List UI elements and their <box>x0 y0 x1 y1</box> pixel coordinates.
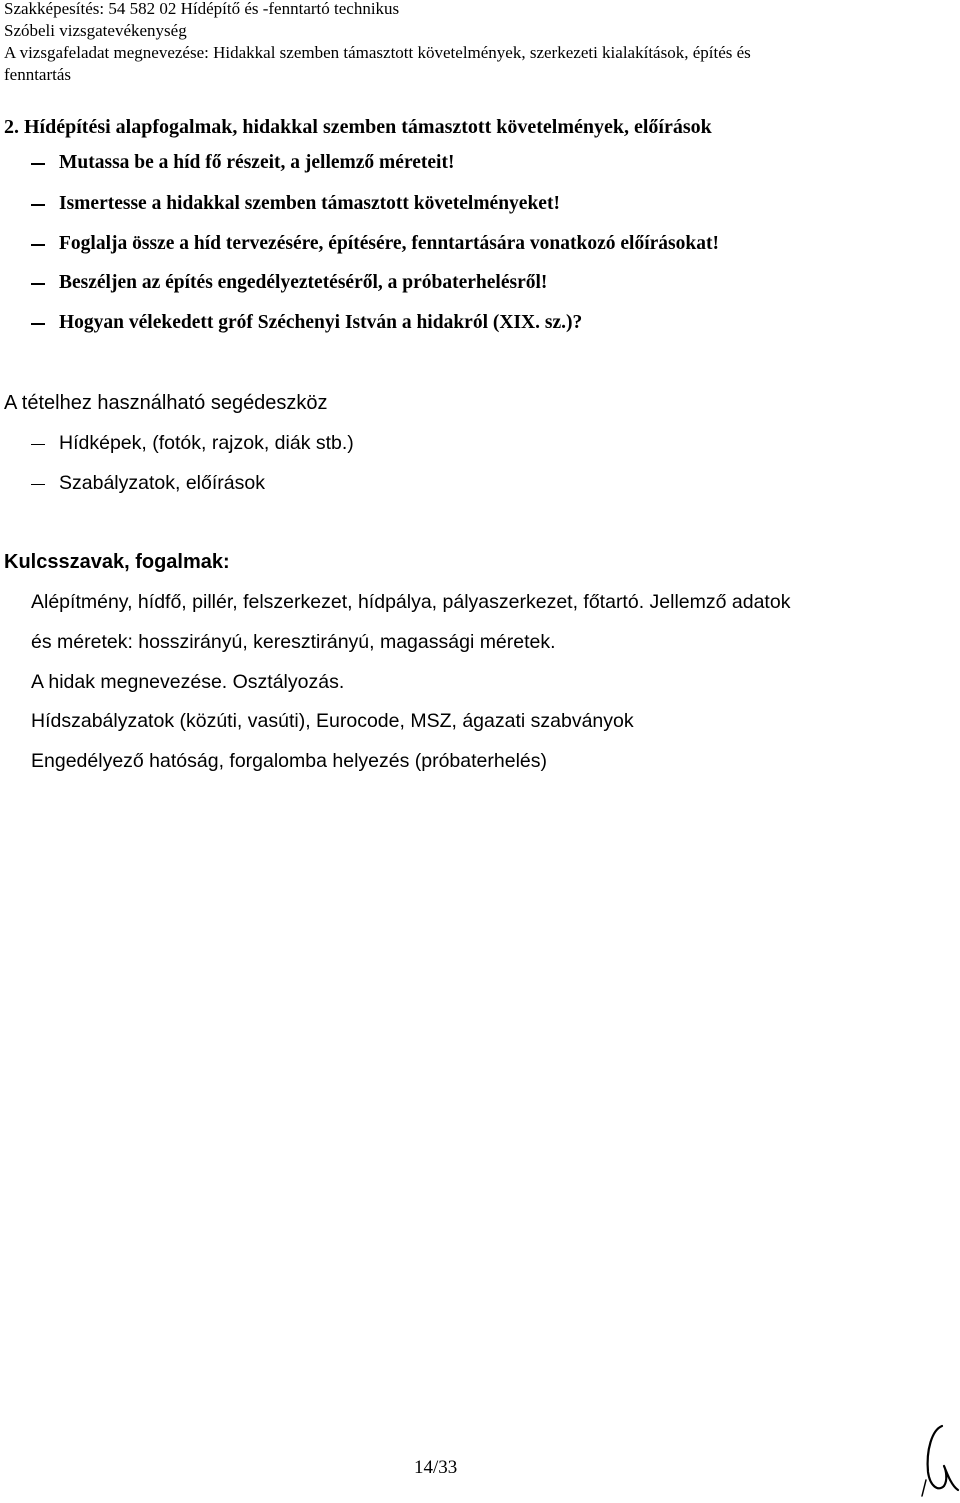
header-exam-type: Szóbeli vizsgatevékenység <box>4 21 187 40</box>
header-task-name: A vizsgafeladat megnevezése: Hidakkal szemben támasztott követelmények, szerkezeti kialakítások, építés és <box>4 43 751 62</box>
question-item <box>31 193 560 215</box>
question-text: Hogyan vélekedett gróf Széchenyi István a hidakról (XIX. sz.)? <box>59 312 583 333</box>
tool-item <box>31 472 265 495</box>
keywords-line: A hidak megnevezése. Osztályozás. <box>31 671 345 693</box>
signature-icon <box>918 1420 960 1500</box>
keywords-line: Hídszabályzatok (közúti, vasúti), Eurocode, MSZ, ágazati szabványok <box>31 710 634 732</box>
question-item <box>31 233 719 255</box>
question-text: Beszéljen az építés engedélyeztetéséről, a próbaterhelésről! <box>59 272 548 293</box>
keywords-title: Kulcsszavak, fogalmak: <box>4 551 230 573</box>
question-text: Foglalja össze a híd tervezésére, építésére, fenntartására vonatkozó előírásokat! <box>59 233 719 254</box>
question-text: Ismertesse a hidakkal szemben támasztott követelményeket! <box>59 193 560 214</box>
dash-bullet-icon <box>31 323 45 325</box>
tool-text: Szabályzatok, előírások <box>59 472 265 494</box>
question-item <box>31 272 547 294</box>
keywords-line: és méretek: hosszirányú, keresztirányú, magassági méretek. <box>31 631 556 653</box>
keywords-line: Alépítmény, hídfő, pillér, felszerkezet, hídpálya, pályaszerkezet, főtartó. Jellemző adatok <box>31 591 791 613</box>
tool-text: Hídképek, (fotók, rajzok, diák stb.) <box>59 432 354 454</box>
header-task-name-cont: fenntartás <box>4 65 72 84</box>
keywords-line: Engedélyező hatóság, forgalomba helyezés (próbaterhelés) <box>31 750 547 772</box>
dash-bullet-icon <box>31 283 45 285</box>
tool-item <box>31 432 354 455</box>
dash-bullet-icon <box>31 204 45 206</box>
header-qualification: Szakképesítés: 54 582 02 Hídépítő és -fenntartó technikus <box>4 0 400 18</box>
question-text: Mutassa be a híd fő részeit, a jellemző méreteit! <box>59 152 455 173</box>
tools-title: A tételhez használható segédeszköz <box>4 392 328 414</box>
question-item <box>31 152 454 174</box>
dash-bullet-icon <box>31 244 45 246</box>
dash-bullet-icon <box>31 444 45 446</box>
page-number: 14/33 <box>414 1457 458 1478</box>
section-title: 2. Hídépítési alapfogalmak, hidakkal szemben támasztott követelmények, előírások <box>4 116 712 138</box>
question-item <box>31 312 582 334</box>
dash-bullet-icon <box>31 484 45 486</box>
dash-bullet-icon <box>31 163 45 165</box>
